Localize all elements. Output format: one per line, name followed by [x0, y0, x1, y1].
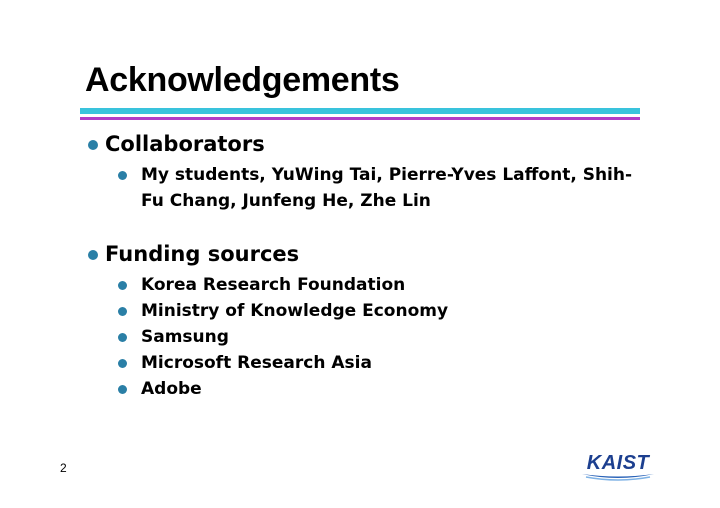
slide-content [88, 130, 688, 402]
logo-text: KAIST [586, 452, 650, 474]
title-rule-magenta [80, 117, 640, 120]
bullet-icon [118, 359, 127, 368]
list-item [118, 324, 688, 350]
page-number: 2 [60, 461, 67, 475]
list-item-text: Adobe [141, 379, 202, 399]
list-item-text: Ministry of Knowledge Economy [141, 301, 449, 321]
list-item [118, 350, 688, 376]
section-heading [88, 240, 688, 268]
list-item [118, 272, 688, 298]
bullet-icon [118, 385, 127, 394]
list-item [118, 376, 688, 402]
logo-swoosh-icon [580, 470, 656, 482]
sub-list [88, 272, 688, 402]
list-item-text: My students, YuWing Tai, Pierre-Yves Laffont, Shih-Fu Chang, Junfeng He, Zhe Lin [141, 165, 633, 211]
section-collaborators [88, 130, 688, 214]
list-item-text: Korea Research Foundation [141, 275, 406, 295]
bullet-icon [118, 307, 127, 316]
bullet-icon [118, 333, 127, 342]
section-heading [88, 130, 688, 158]
bullet-icon [118, 171, 127, 180]
list-item [118, 162, 688, 214]
section-heading-text: Collaborators [105, 132, 265, 156]
title-rule-cyan [80, 108, 640, 114]
list-item-text: Samsung [141, 327, 229, 347]
bullet-icon [118, 281, 127, 290]
list-item-text: Microsoft Research Asia [141, 353, 372, 373]
section-heading-text: Funding sources [105, 242, 300, 266]
bullet-icon [88, 140, 98, 150]
kaist-logo [578, 452, 658, 482]
slide-title: Acknowledgements [85, 61, 400, 99]
bullet-icon [88, 250, 98, 260]
sub-list [88, 162, 688, 214]
section-funding [88, 240, 688, 402]
list-item [118, 298, 688, 324]
section-spacer [88, 214, 688, 240]
